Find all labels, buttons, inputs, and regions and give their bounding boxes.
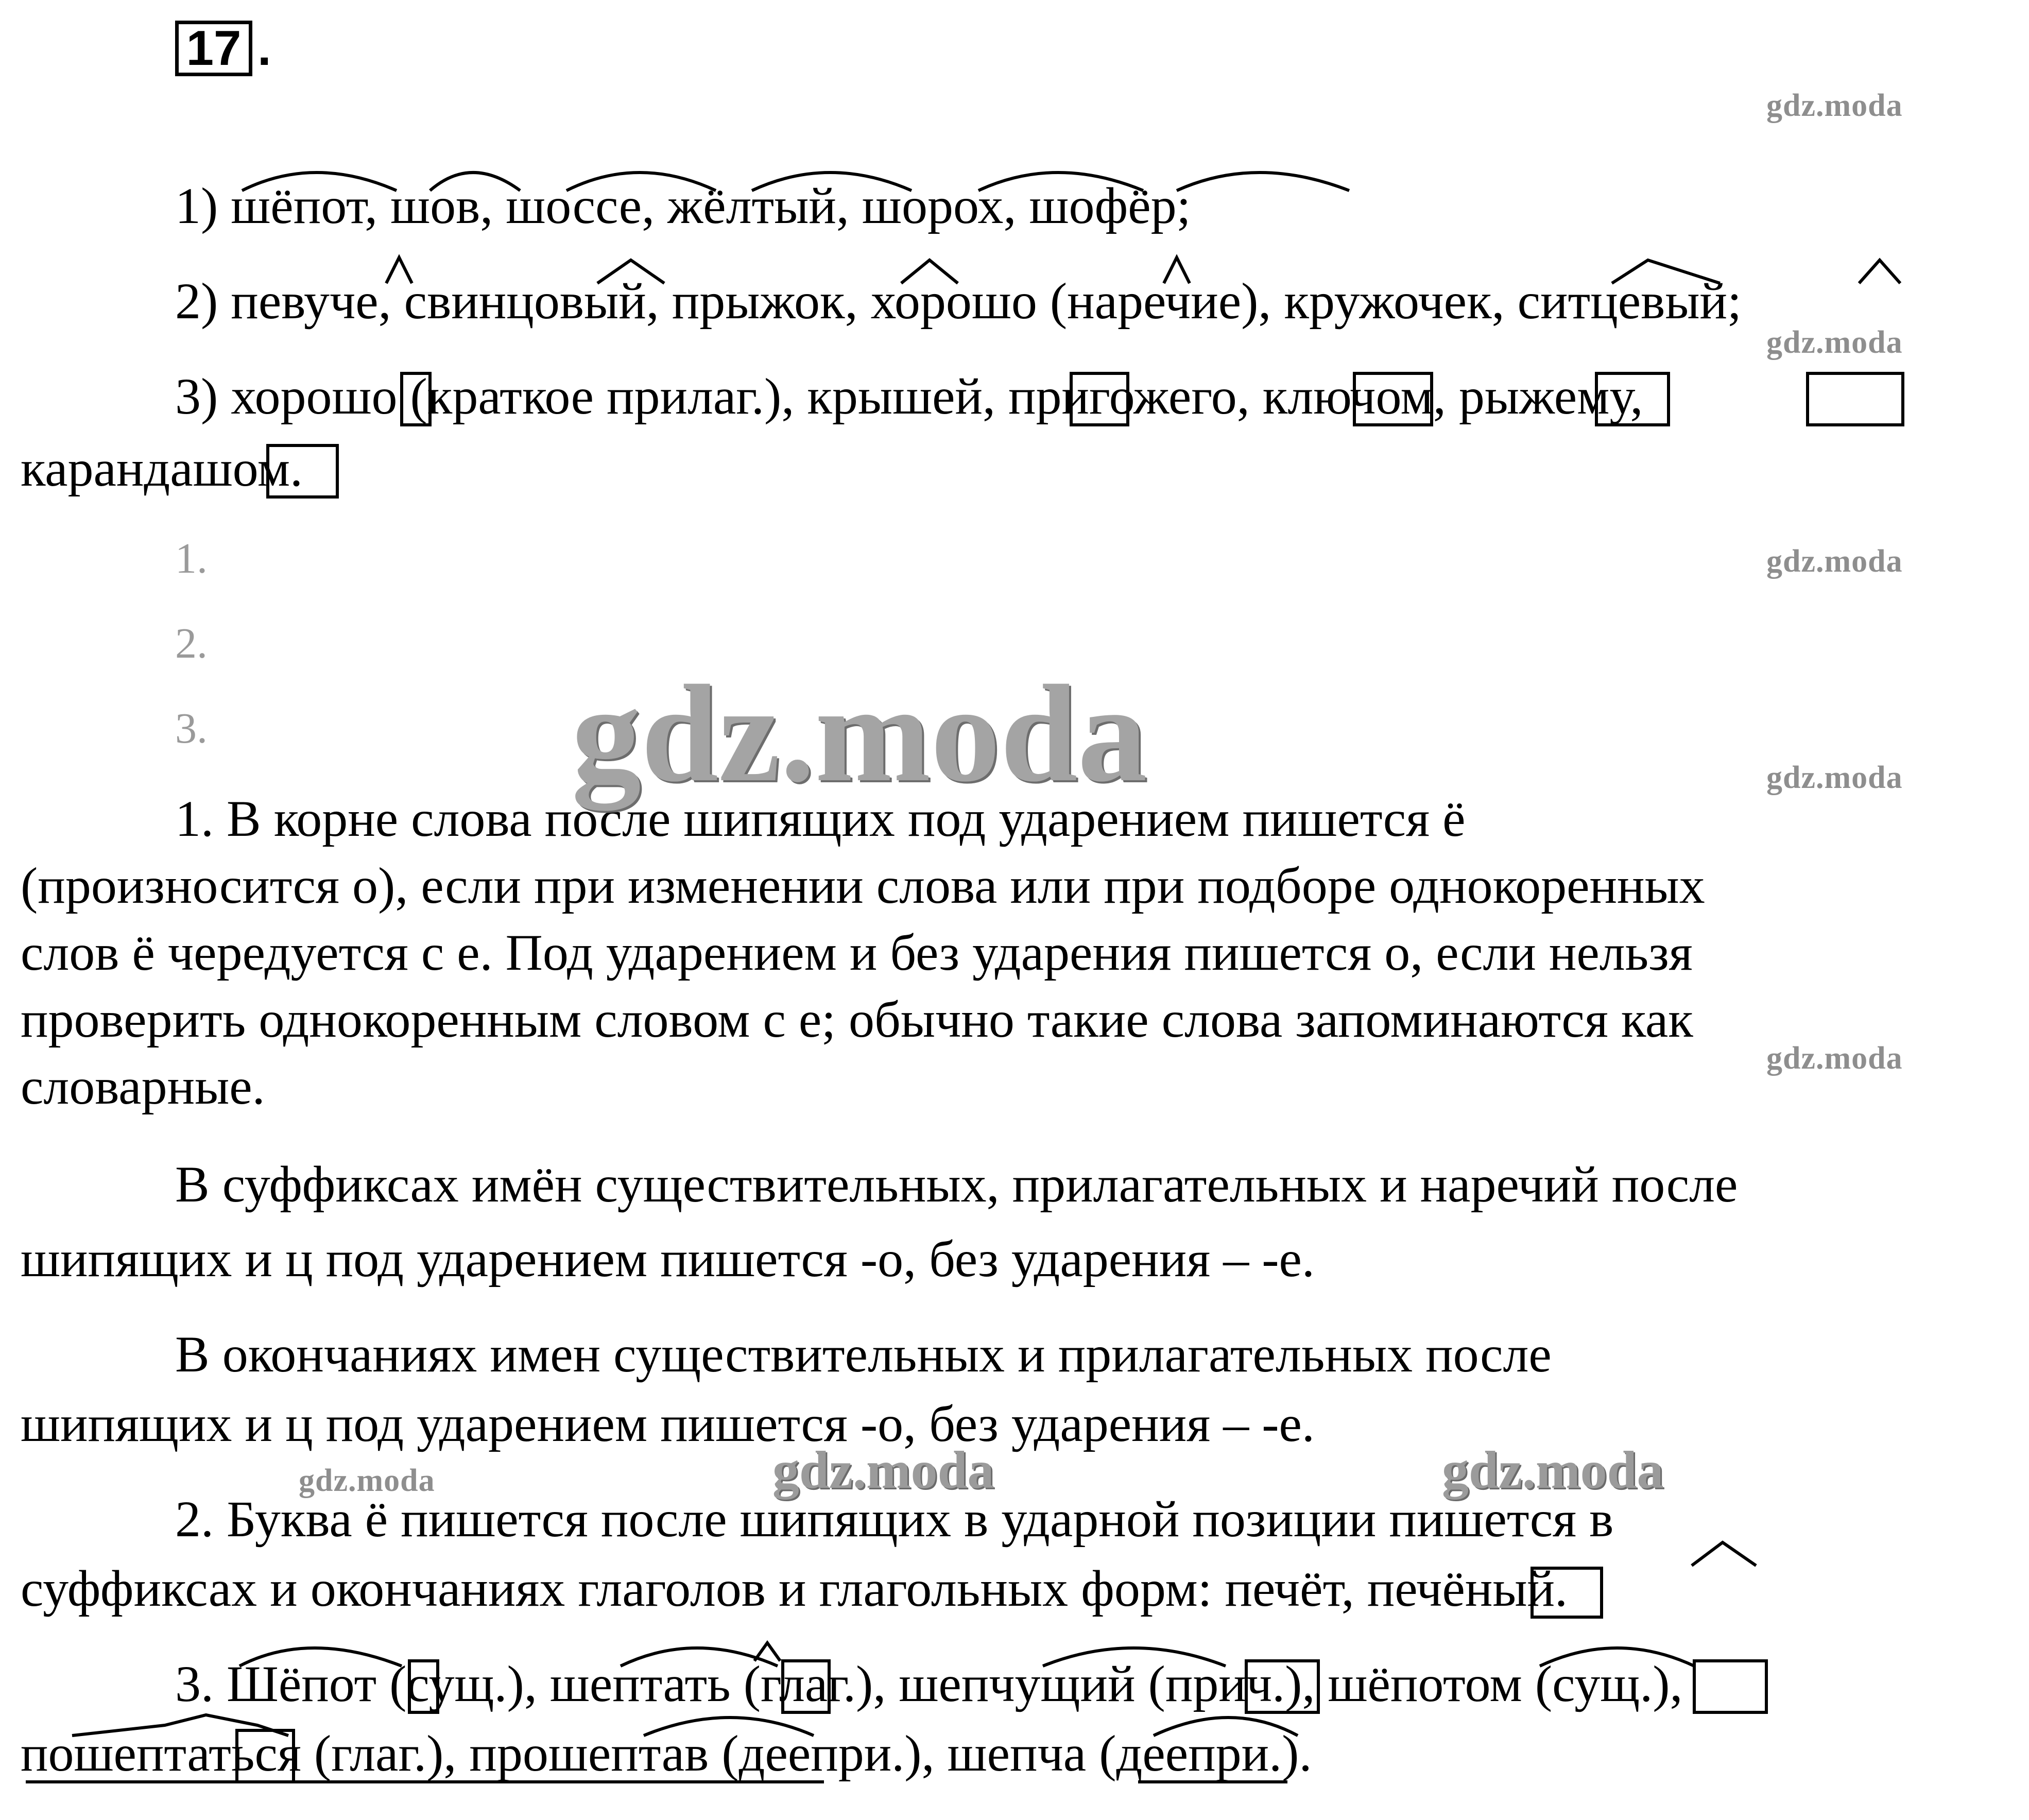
rule-1-line-d: проверить однокоренным словом с е; обычно такие слова запоминаются как (21, 991, 1693, 1048)
numbered-placeholder-1: 1. (175, 535, 208, 582)
watermark: gdz.moda (1442, 1440, 1664, 1500)
rule-1-line-a: 1. В корне слова после шипящих под ударением пишется ё (175, 790, 1466, 847)
list-line-2: 2) певуче, свинцовый, прыжок, хорошо (наречие), кружочек, ситцевый; (175, 272, 1742, 330)
numbered-placeholder-2: 2. (175, 620, 208, 667)
watermark: gdz.moda (772, 1440, 994, 1500)
rule-ending-line-a: В окончаниях имен существительных и прилагательных после (175, 1326, 1552, 1383)
watermark: gdz.moda (1766, 544, 1903, 579)
watermark: gdz.moda (1766, 760, 1903, 795)
rule-3-line-a: 3. Шёпот (сущ.), шептать (глаг.), шепчущий (прич.), шёпотом (сущ.), (175, 1655, 1683, 1712)
watermark: gdz.moda (1766, 1041, 1903, 1076)
list-line-1: 1) шёпот, шов, шоссе, жёлтый, шорох, шофёр; (175, 177, 1191, 234)
watermark: gdz.moda (299, 1463, 435, 1498)
rule-suffix-line-b: шипящих и ц под ударением пишется -о, без ударения – -е. (21, 1230, 1315, 1287)
list-line-3b: карандашом. (21, 440, 303, 497)
task-number-dot: . (257, 21, 271, 76)
rule-2-line-b: суффиксах и окончаниях глаголов и глагольных форм: печёт, печёный. (21, 1560, 1568, 1617)
rule-ending-line-b: шипящих и ц под ударением пишется -о, без ударения – -е. (21, 1395, 1315, 1452)
rule-3-line-b: пошептаться (глаг.), прошептав (деепри.), шепча (деепри.). (21, 1725, 1312, 1782)
rule-1-line-c: слов ё чередуется с е. Под ударением и без ударения пишется о, если нельзя (21, 924, 1693, 981)
watermark: gdz.moda (1766, 325, 1903, 360)
task-number-box (175, 21, 252, 76)
watermark-large: gdz.moda (572, 657, 1147, 811)
task-number: 17 (186, 21, 242, 76)
numbered-placeholder-3: 3. (175, 705, 208, 752)
watermark: gdz.moda (1766, 88, 1903, 123)
rule-1-line-e: словарные. (21, 1058, 265, 1115)
rule-1-line-b: (произносится о), если при изменении слова или при подборе однокоренных (21, 857, 1705, 914)
rule-2-line-a: 2. Буква ё пишется после шипящих в ударной позиции пишется в (175, 1490, 1614, 1548)
rule-suffix-line-a: В суффиксах имён существительных, прилагательных и наречий после (175, 1156, 1738, 1213)
list-line-3a: 3) хорошо (краткое прилаг.), крышей, пригожего, ключом, рыжему, (175, 368, 1643, 425)
